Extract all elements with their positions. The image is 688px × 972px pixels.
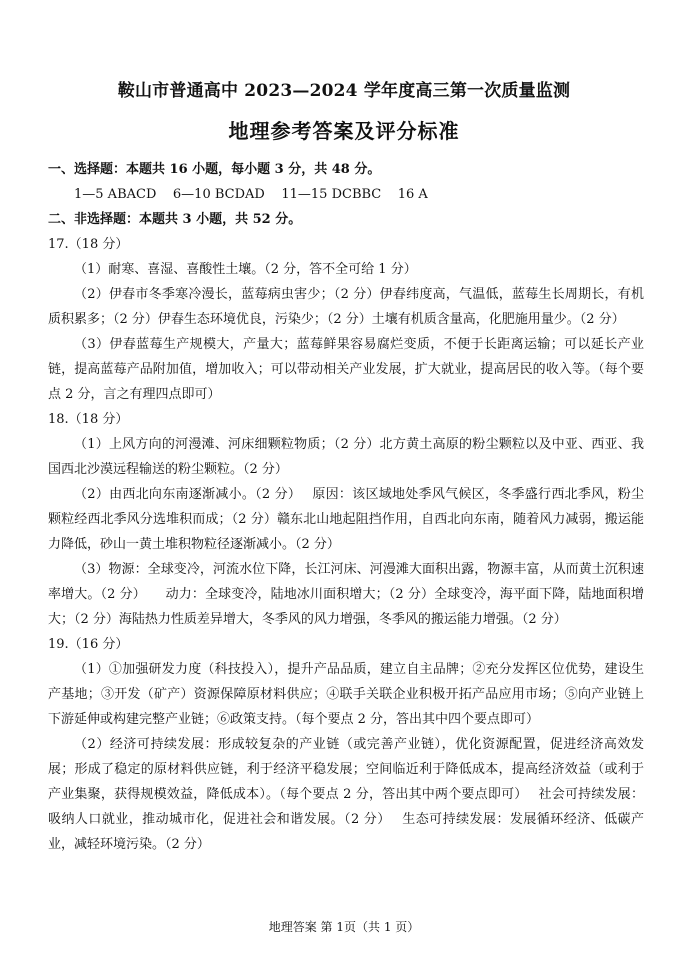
mc-answers: 1—5 ABACD 6—10 BCDAD 11—15 DCBBC 16 A — [74, 187, 428, 202]
q17-part3: （3）伊春蓝莓生产规模大，产量大；蓝莓鲜果容易腐烂变质，不便于长距离运输；可以延长产业链，提高蓝莓产品附加值，增加收入；可以带动相关产业发展，扩大就业，提高居民的收入等。（每个要点 2 分，言之有理四点即可） — [48, 337, 644, 402]
section1-heading: 一、选择题：本题共 16 小题，每小题 3 分，共 48 分。 — [48, 162, 381, 177]
q18-part1: （1）上风方向的河漫滩、河床细颗粒物质；（2 分）北方黄土高原的粉尘颗粒以及中亚、西亚、我国西北沙漠远程输送的粉尘颗粒。（2 分） — [48, 437, 644, 477]
q19-part1: （1）①加强研发力度（科技投入），提升产品品质，建立自主品牌；②充分发挥区位优势，建设生产基地；③开发（矿产）资源保障原材料供应；④联手关联企业积极开拓产品应用市场；⑤向产业链上下游延伸或构建完整产业链；⑥政策支持。（每个要点 2 分，答出其中四个要点即可） — [48, 662, 644, 727]
q18-label: 18.（18 分） — [48, 412, 129, 427]
answer-content — [48, 157, 644, 857]
q19-part2: （2）经济可持续发展：形成较复杂的产业链（或完善产业链），优化资源配置，促进经济高效发展；形成了稳定的原材料供应链，利于经济平稳发展；空间临近利于降低成本，提高经济效益（或利于产业集聚，获得规模效益，降低成本）。（每个要点 2 分，答出其中两个要点即可） 社会可持续发展：吸纳人口就业，推动城市化，促进社会和谐发展。（2 分） 生态可持续发展：发展循环经济、低碳产业，减轻环境污染。（2 分） — [48, 737, 644, 852]
document-subtitle: 地理参考答案及评分标准 — [228, 119, 460, 143]
q17-label: 17.（18 分） — [48, 237, 129, 252]
page-footer: 地理答案 第 1页（共 1 页） — [268, 920, 420, 934]
section2-heading: 二、非选择题：本题共 3 小题，共 52 分。 — [48, 212, 302, 227]
q17-part1: （1）耐寒、喜湿、喜酸性土壤。（2 分，答不全可给 1 分） — [74, 262, 417, 277]
q19-label: 19.（16 分） — [48, 637, 129, 652]
q18-part3: （3）物源：全球变冷，河流水位下降，长江河床、河漫滩大面积出露，物源丰富，从而黄土沉积速率增大。（2 分） 动力：全球变冷，陆地冰川面积增大；（2 分）全球变冷，海平面下降，陆地面积增大；（2 分）海陆热力性质差异增大，冬季风的风力增强，冬季风的搬运能力增强。（2 分） — [48, 562, 644, 627]
q18-part2: （2）由西北向东南逐渐减小。（2 分） 原因：该区域地处季风气候区，冬季盛行西北季风，粉尘颗粒经西北季风分选堆积而成；（2 分）赣东北山地起阻挡作用，自西北向东南，随着风力减弱，搬运能力降低，砂山一黄土堆积物粒径逐渐减小。（2 分） — [48, 487, 644, 552]
q17-part2: （2）伊春市冬季寒冷漫长，蓝莓病虫害少；（2 分）伊春纬度高，气温低，蓝莓生长周期长，有机质积累多；（2 分）伊春生态环境优良，污染少；（2 分）土壤有机质含量高，化肥施用量少。（2 分） — [48, 287, 644, 327]
exam-title: 鞍山市普通高中 2023—2024 学年度高三第一次质量监测 — [117, 81, 571, 101]
